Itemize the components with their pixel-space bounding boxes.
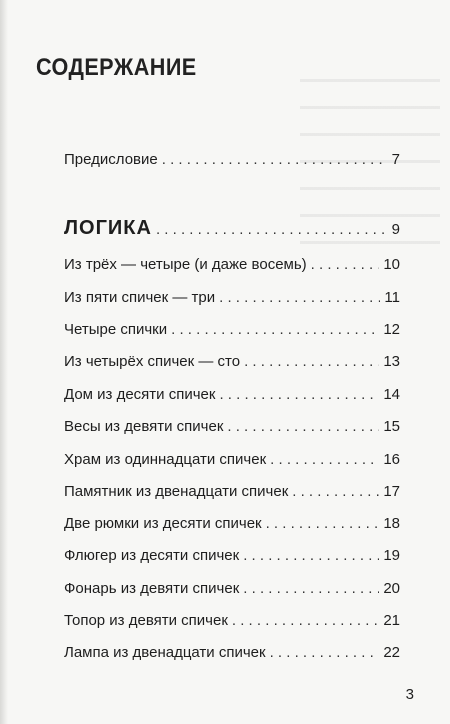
toc-title: СОДЕРЖАНИЕ xyxy=(36,54,197,81)
toc-entry-label: Четыре спички xyxy=(64,321,168,338)
toc-entry-label: Две рюмки из десяти спичек xyxy=(64,515,262,532)
toc-entry[interactable] xyxy=(64,580,400,598)
toc-entry[interactable] xyxy=(64,353,400,371)
toc-entry[interactable] xyxy=(64,321,400,339)
toc-entry-label: Флюгер из десяти спичек xyxy=(64,547,240,564)
toc-entry-page: 13 xyxy=(383,353,400,370)
toc-entry[interactable] xyxy=(64,289,400,307)
toc-entry-page: 16 xyxy=(383,451,400,468)
toc-entry-label: Фонарь из девяти спичек xyxy=(64,580,240,597)
toc-entry[interactable] xyxy=(64,547,400,565)
dot-leader xyxy=(243,547,379,565)
toc-entry-label: Лампа из двенадцати спичек xyxy=(64,644,266,661)
toc-entry-page: 7 xyxy=(391,151,400,168)
dot-leader xyxy=(162,151,388,169)
toc-entry[interactable] xyxy=(64,256,400,274)
dot-leader xyxy=(219,289,380,307)
toc-entry-page: 21 xyxy=(383,612,400,629)
toc-entry-label: Из пяти спичек — три xyxy=(64,289,216,306)
toc-entry[interactable] xyxy=(64,644,400,662)
toc-section-page: 9 xyxy=(391,221,400,238)
toc-entry-label: Топор из девяти спичек xyxy=(64,612,228,629)
toc-entry-label: Предисловие xyxy=(64,151,158,168)
toc-entry[interactable] xyxy=(64,386,400,404)
toc-entry[interactable] xyxy=(64,483,400,501)
dot-leader xyxy=(244,353,379,371)
toc-entry-label: Из трёх — четыре (и даже восемь) xyxy=(64,256,307,273)
dot-leader xyxy=(270,451,379,469)
dot-leader xyxy=(311,256,380,274)
toc-entry-preface[interactable] xyxy=(64,151,400,169)
toc-entry-page: 10 xyxy=(383,256,400,273)
dot-leader xyxy=(232,612,379,630)
toc-entry-page: 11 xyxy=(384,289,400,306)
toc-entry[interactable] xyxy=(64,515,400,533)
toc-entry-page: 12 xyxy=(383,321,400,338)
dot-leader xyxy=(219,386,379,404)
toc-entry-label: Дом из десяти спичек xyxy=(64,386,216,403)
dot-leader xyxy=(292,483,379,501)
page-edge-shadow xyxy=(0,0,8,724)
toc-section-label: ЛОГИКА xyxy=(64,217,152,239)
toc-entry-page: 15 xyxy=(383,418,400,435)
toc-entry-page: 14 xyxy=(383,386,400,403)
dot-leader xyxy=(266,515,380,533)
toc-entry-page: 18 xyxy=(383,515,400,532)
dot-leader xyxy=(227,418,379,436)
toc-entry-label: Весы из девяти спичек xyxy=(64,418,224,435)
toc-entry[interactable] xyxy=(64,451,400,469)
toc-entry[interactable] xyxy=(64,612,400,630)
toc-entry-label: Из четырёх спичек — сто xyxy=(64,353,241,370)
toc-section-logic[interactable] xyxy=(64,219,400,239)
toc-entry-page: 20 xyxy=(383,580,400,597)
page-number: 3 xyxy=(405,686,414,703)
bleed-through-text xyxy=(300,55,440,245)
toc-entry-page: 17 xyxy=(383,483,400,500)
dot-leader xyxy=(243,580,379,598)
toc-entry-label: Храм из одиннадцати спичек xyxy=(64,451,267,468)
toc-entry-label: Памятник из двенадцати спичек xyxy=(64,483,289,500)
dot-leader xyxy=(270,644,380,662)
toc-entry[interactable] xyxy=(64,418,400,436)
dot-leader xyxy=(171,321,379,339)
dot-leader xyxy=(156,221,388,239)
toc-entry-page: 19 xyxy=(383,547,400,564)
toc-entry-page: 22 xyxy=(383,644,400,661)
